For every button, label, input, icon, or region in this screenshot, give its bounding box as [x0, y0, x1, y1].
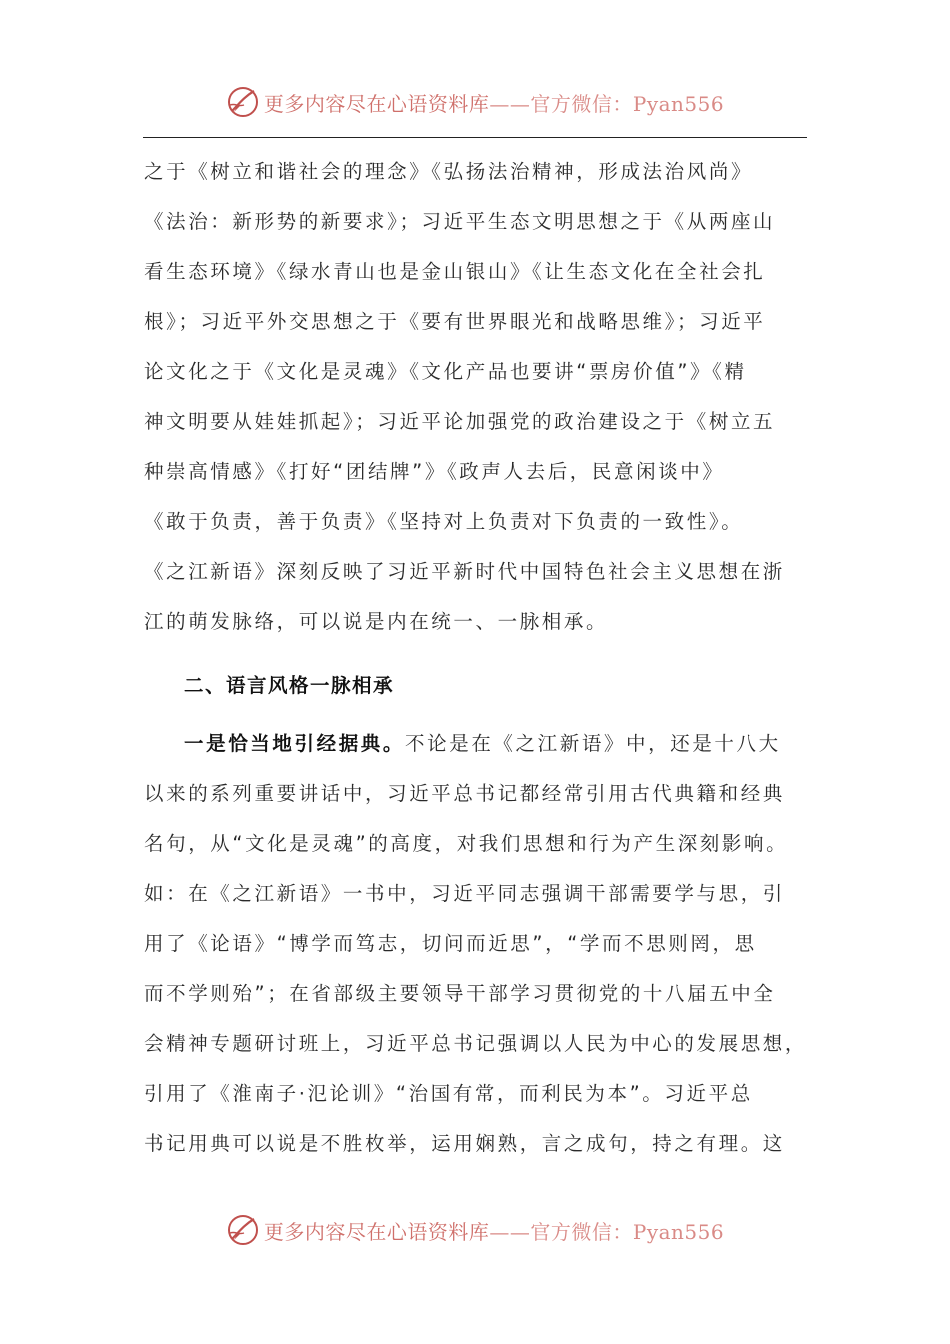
text-line: 会精神专题研讨班上，习近平总书记强调以人民为中心的发展思想，: [144, 1032, 808, 1055]
text-line: 书记用典可以说是不胜枚举，运用娴熟，言之成句，持之有理。这: [144, 1132, 785, 1155]
text-line: 用了《论语》“博学而笃志，切问而近思”，“学而不思则罔，思: [144, 932, 757, 955]
pen-logo-icon: [226, 1213, 260, 1247]
text-line: 以来的系列重要讲话中，习近平总书记都经常引用古代典籍和经典: [144, 782, 785, 805]
banner-wechat-id: Pyan556: [632, 91, 725, 116]
banner-dash: ——: [489, 91, 531, 116]
banner-wechat-label: 官方微信：: [530, 91, 633, 116]
text-line: 引用了《淮南子·氾论训》“治国有常，而利民为本”。习近平总: [144, 1082, 753, 1105]
banner-brand: 更多内容尽在心语资料库: [263, 91, 490, 116]
banner-dash: ——: [489, 1219, 531, 1244]
text-line-first: [144, 719, 808, 769]
text-line: 《法治：新形势的新要求》；习近平生态文明思想之于《从两座山: [144, 210, 776, 233]
text-line: 根》；习近平外交思想之于《要有世界眼光和战略思维》；习近平: [144, 310, 766, 333]
text-line: 种崇高情感》《打好“团结牌”》《政声人去后，民意闲谈中》: [144, 460, 725, 483]
banner-wechat-label: 官方微信：: [530, 1219, 633, 1244]
text-line: 之于《树立和谐社会的理念》《弘扬法治精神，形成法治风尚》: [144, 160, 754, 183]
paragraph-1: [144, 147, 808, 647]
text-line: 神文明要从娃娃抓起》；习近平论加强党的政治建设之于《树立五: [144, 410, 776, 433]
text-line: 江的萌发脉络，可以说是内在统一、一脉相承。: [144, 610, 609, 633]
text-line: 而不学则殆”；在省部级主要领导干部学习贯彻党的十八届五中全: [144, 982, 776, 1005]
header-divider: [143, 137, 807, 138]
lead-rest-text: 不论是在《之江新语》中，还是十八大: [405, 732, 781, 755]
document-body: [144, 147, 808, 1169]
footer-banner: [0, 1210, 950, 1250]
banner-text: [264, 1216, 724, 1245]
text-line: 看生态环境》《绿水青山也是金山银山》《让生态文化在全社会扎: [144, 260, 766, 283]
text-line: 如：在《之江新语》一书中，习近平同志强调干部需要学与思，引: [144, 882, 785, 905]
text-line: 《之江新语》深刻反映了习近平新时代中国特色社会主义思想在浙: [144, 560, 785, 583]
spacer: [144, 711, 808, 719]
banner-wechat-id: Pyan556: [632, 1219, 725, 1244]
paragraph-2: [144, 719, 808, 1169]
banner-text: [264, 88, 724, 117]
banner-brand: 更多内容尽在心语资料库: [263, 1219, 490, 1244]
header-banner: [0, 82, 950, 122]
text-line: 名句，从“文化是灵魂”的高度，对我们思想和行为产生深刻影响。: [144, 832, 789, 855]
lead-bold-text: 一是恰当地引经据典。: [184, 732, 406, 755]
pen-logo-icon: [226, 85, 260, 119]
text-line: 论文化之于《文化是灵魂》《文化产品也要讲“票房价值”》《精: [144, 360, 747, 383]
text-line: 《敢于负责，善于负责》《坚持对上负责对下负责的一致性》。: [144, 510, 744, 533]
section-heading: 二、语言风格一脉相承: [184, 674, 395, 697]
